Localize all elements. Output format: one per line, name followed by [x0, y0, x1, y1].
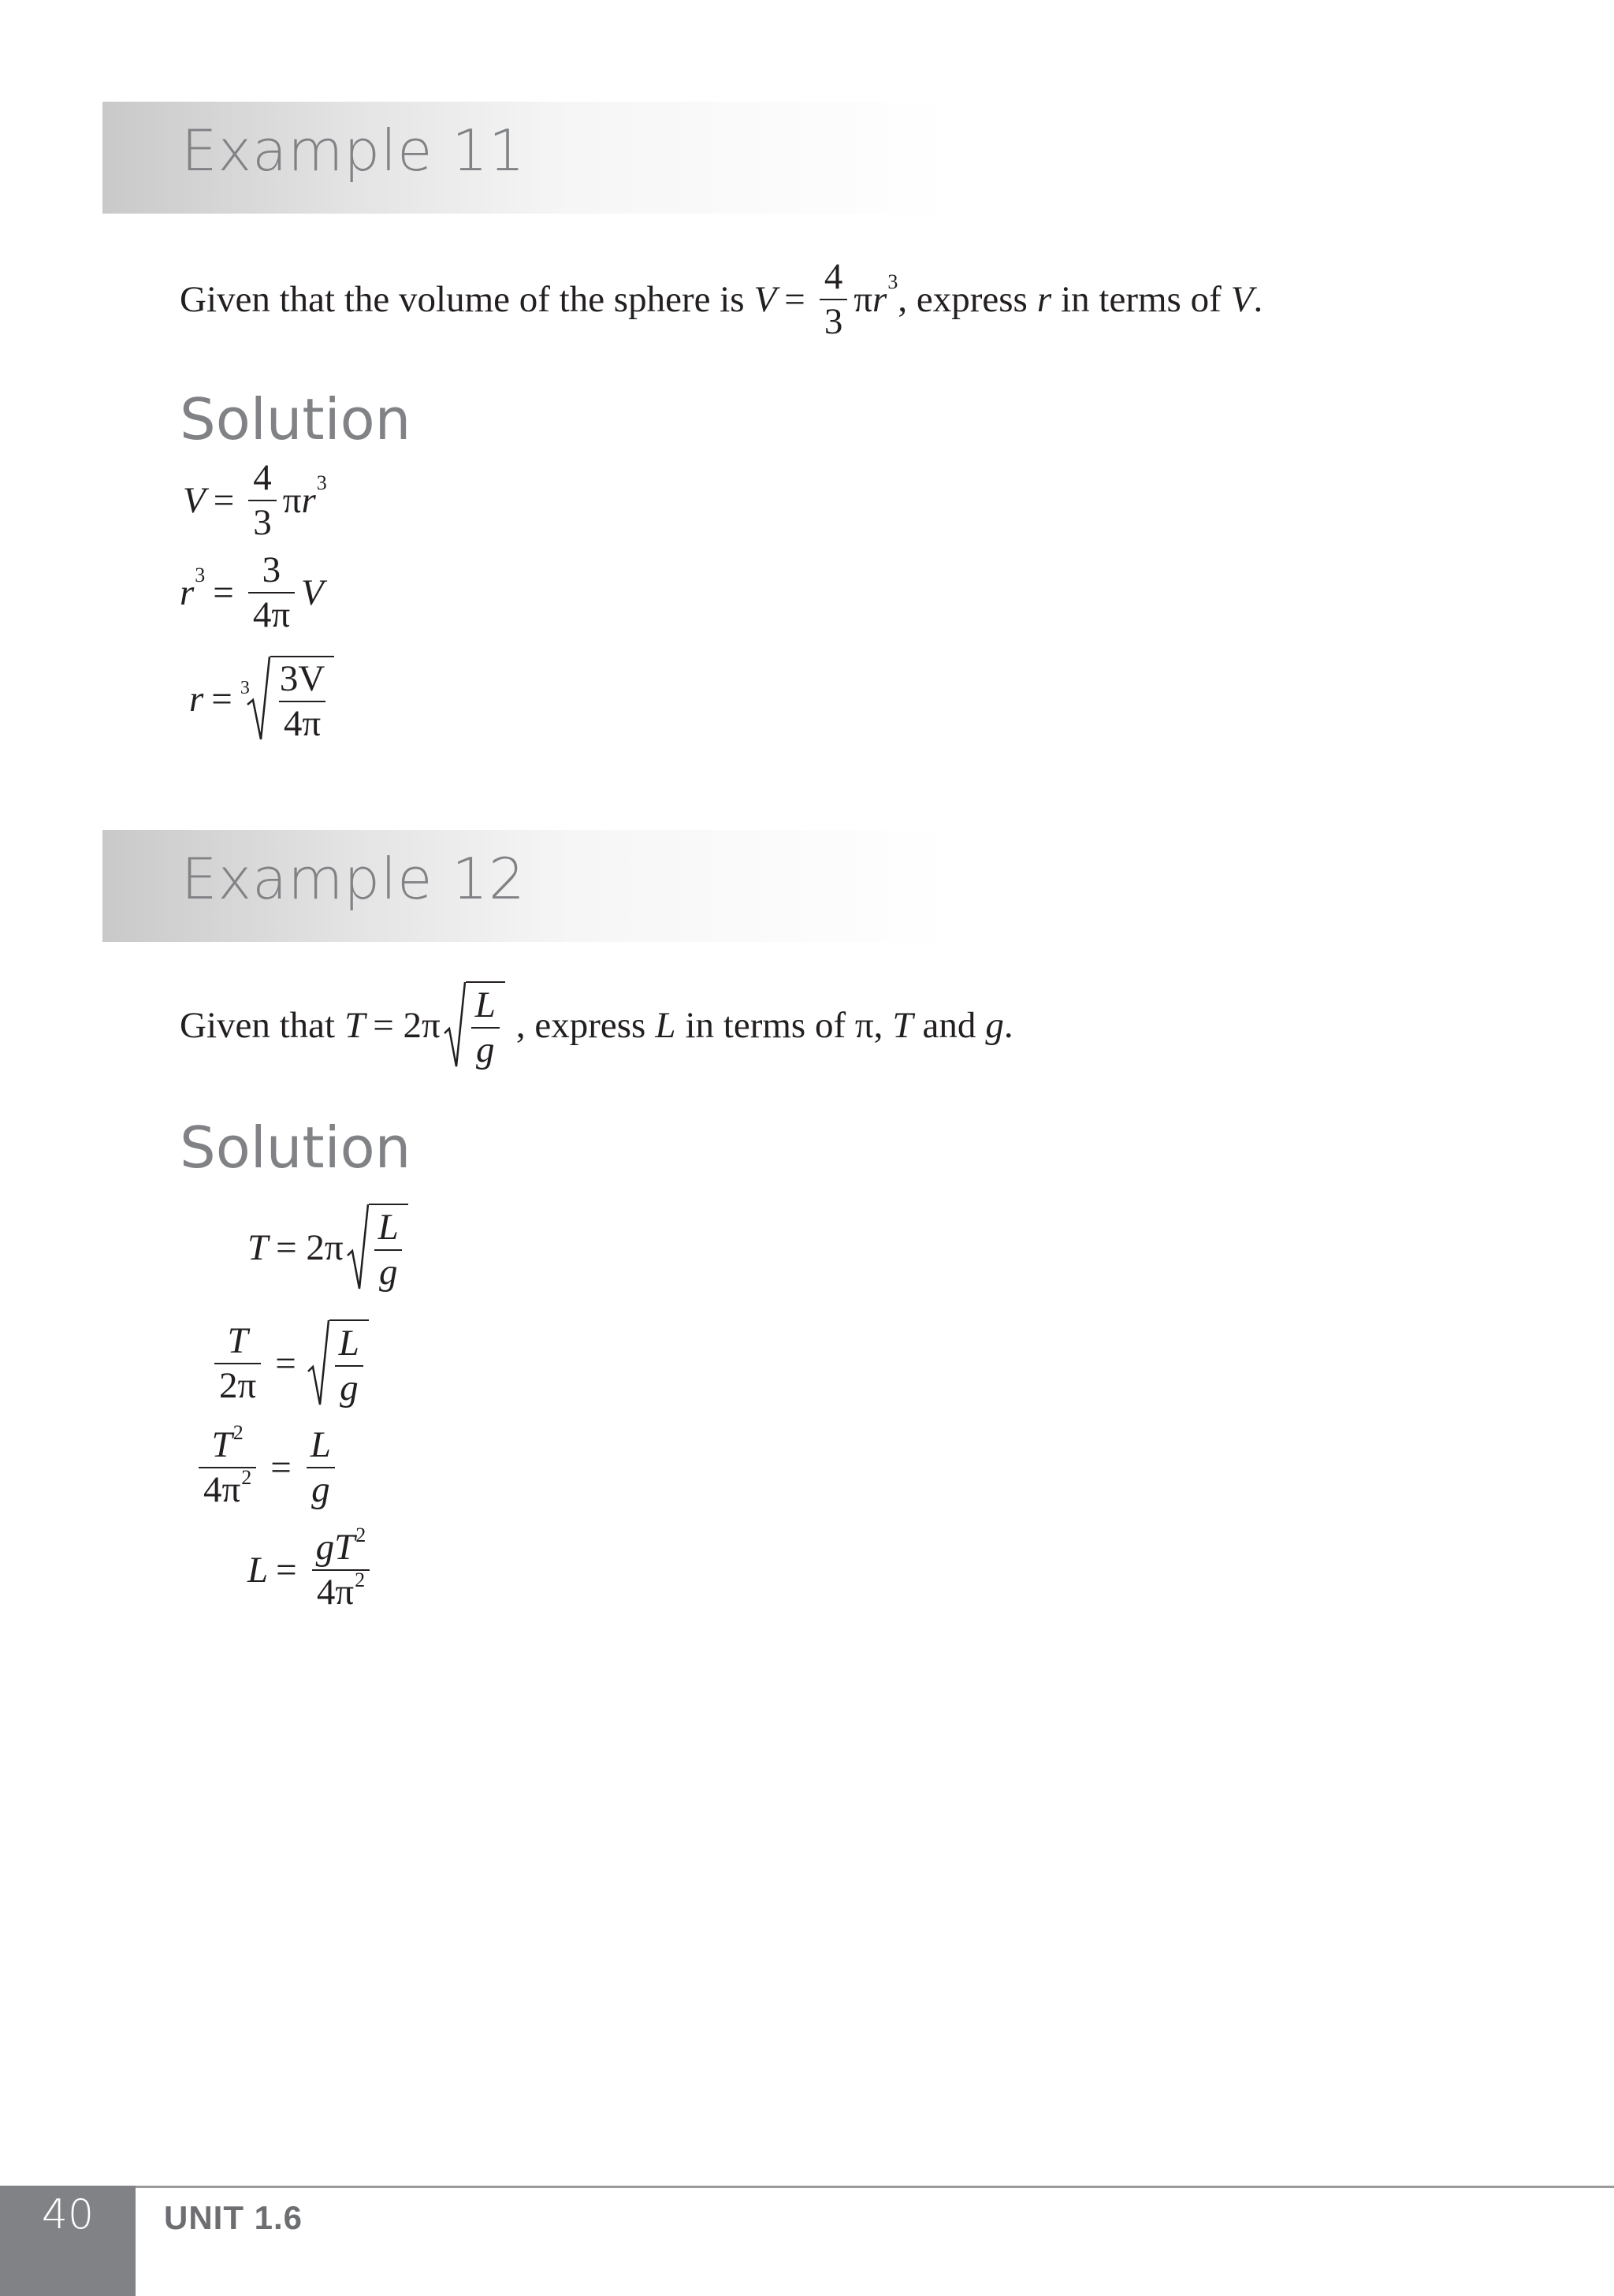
q12-sqrt: $\frac{L}{g}$	[444, 981, 505, 1070]
q11-fraction: $\frac{4}{3}$	[820, 259, 848, 340]
ex12-step-2: $\frac{T}{2\pi}$ = $\frac{L}{g}$	[208, 1319, 369, 1408]
example-11-banner	[102, 102, 954, 214]
example-12-question: Given that T = 2π $\frac{L}{g}$ , express L in terms of π, T and g .	[180, 981, 1013, 1070]
footer-rule	[136, 2186, 1614, 2188]
q11-text-3: in terms of	[1061, 278, 1222, 320]
q11-text-1: Given that the volume of the sphere is	[180, 278, 745, 320]
example-11-question: Given that the volume of the sphere is V = $\frac{4}{3}$ π r 3 , express r in terms of V .	[180, 256, 1263, 342]
ex11-step-2: r 3 = $\frac{3}{4\pi}$ V	[180, 549, 324, 635]
q11-var-V2: V	[1230, 278, 1254, 320]
q11-pi: π	[853, 278, 873, 320]
radical-sign-icon	[307, 1319, 329, 1408]
example-12-title: Example 12	[181, 846, 526, 912]
example-12-solution-heading: Solution	[180, 1115, 411, 1181]
radical-sign-icon	[247, 656, 270, 742]
ex12-step-4: L = $\frac{gT^2}{4\pi^2}$	[247, 1529, 377, 1611]
ex12-step-3: $\frac{T^2}{4\pi^2}$ = $\frac{L}{g}$	[192, 1427, 342, 1509]
cube-root-index: 3	[240, 678, 250, 698]
radical-sign-icon	[347, 1204, 369, 1292]
example-11-solution-heading: Solution	[180, 386, 411, 452]
q11-var-V: V	[753, 278, 777, 320]
q11-equals: =	[784, 278, 805, 320]
example-11-title: Example 11	[181, 117, 526, 184]
ex11-step-3: r = 3 $\frac{3V}{4\pi}$	[189, 656, 334, 742]
page-number: 40	[41, 2191, 95, 2238]
q11-text-2: , express	[898, 278, 1028, 320]
cube-root: $\frac{3V}{4\pi}$	[247, 656, 334, 742]
ex11-step-1: V = $\frac{4}{3}$ π r 3	[183, 457, 327, 543]
radical-sign-icon	[444, 981, 466, 1070]
unit-label: UNIT 1.6	[164, 2199, 303, 2236]
ex11-step-2-fraction: $\frac{3}{4\pi}$	[248, 552, 295, 634]
q11-var-r: r	[1036, 278, 1052, 320]
ex12-step-1: T = 2π $\frac{L}{g}$	[247, 1204, 408, 1292]
ex11-step-1-fraction: $\frac{4}{3}$	[248, 460, 277, 541]
example-12-banner	[102, 830, 954, 942]
